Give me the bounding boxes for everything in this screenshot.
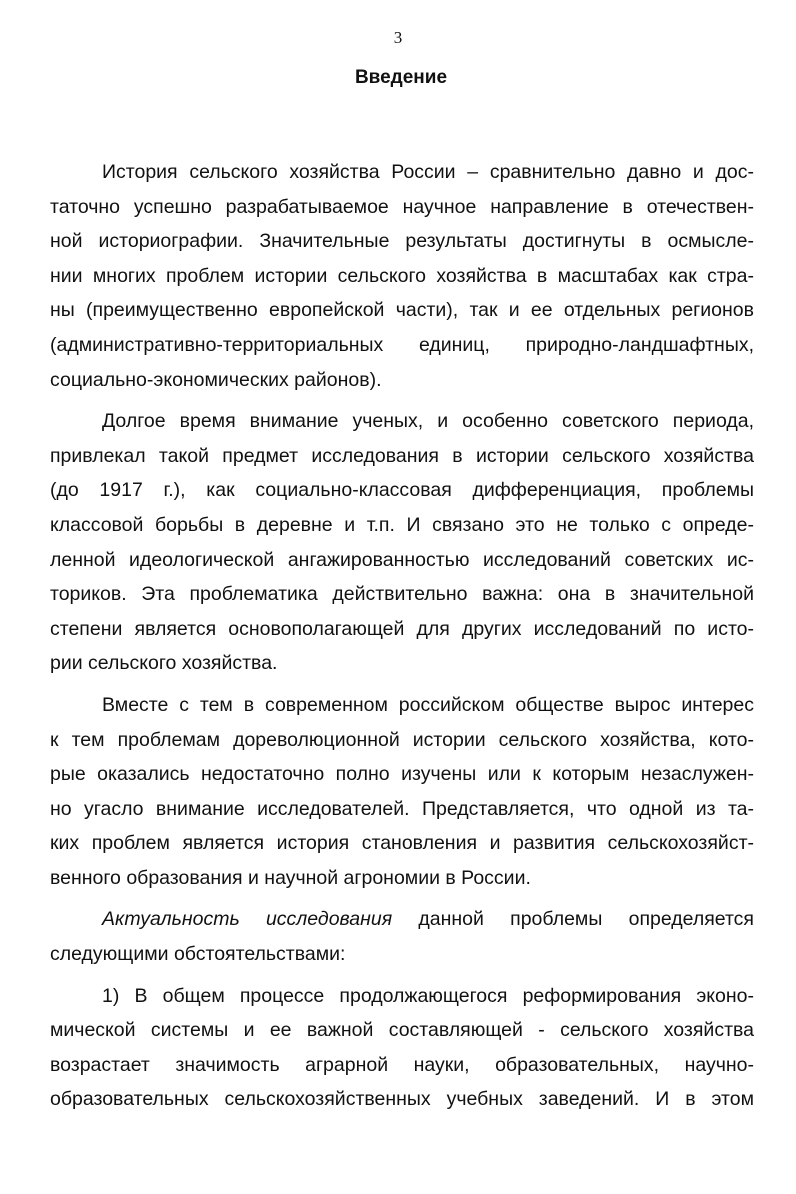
paragraph-4 bbox=[50, 902, 754, 971]
text-line: ной историографии. Значительные результаты достигнуты в осмысле- bbox=[50, 230, 754, 253]
italic-phrase: Актуальность исследования bbox=[102, 908, 393, 931]
text-line: классовой борьбы в деревне и т.п. И связано это не только с опреде- bbox=[50, 513, 754, 536]
paragraph-5 bbox=[50, 979, 754, 1117]
text-line bbox=[50, 902, 754, 937]
paragraph-1 bbox=[50, 155, 754, 397]
paragraph-2 bbox=[50, 404, 754, 681]
text-line: мической системы и ее важной составляющей - сельского хозяйства bbox=[50, 1019, 754, 1042]
text-line: образовательных сельскохозяйственных учебных заведений. И в этом bbox=[50, 1088, 754, 1111]
text-line: ны (преимущественно европейской части), так и ее отдельных регионов bbox=[50, 299, 754, 322]
text-line: социально-экономических районов). bbox=[50, 368, 382, 391]
text-line: Вместе с тем в современном российском обществе вырос интерес bbox=[102, 693, 754, 716]
section-title: Введение bbox=[354, 67, 448, 88]
text-line: нии многих проблем истории сельского хозяйства в масштабах как стра- bbox=[50, 264, 754, 287]
body-text bbox=[50, 155, 754, 1117]
paragraph-3 bbox=[50, 688, 754, 896]
text-line: к тем проблемам дореволюционной истории сельского хозяйства, кото- bbox=[50, 728, 754, 751]
text-line: венного образования и научной агрономии в России. bbox=[50, 866, 531, 889]
text-line: 1) В общем процессе продолжающегося реформирования эконо- bbox=[102, 984, 754, 1007]
text-line: следующими обстоятельствами: bbox=[50, 943, 346, 966]
text-line: ких проблем является история становления и развития сельскохозяйст- bbox=[50, 832, 754, 855]
text-line: степени является основополагающей для других исследований по исто- bbox=[50, 617, 754, 640]
text-line: Долгое время внимание ученых, и особенно советского периода, bbox=[102, 410, 754, 433]
text-line: История сельского хозяйства России – сравнительно давно и дос- bbox=[102, 161, 754, 183]
text-line: рии сельского хозяйства. bbox=[50, 652, 278, 675]
text-line: (до 1917 г.), как социально-классовая дифференциация, проблемы bbox=[50, 479, 754, 502]
text-line: возрастает значимость аграрной науки, образовательных, научно- bbox=[50, 1053, 754, 1076]
text-line: ленной идеологической ангажированностью исследований советских ис- bbox=[50, 548, 754, 571]
text-line: таточно успешно разрабатываемое научное направление в отечествен- bbox=[50, 195, 754, 218]
text-line: но угасло внимание исследователей. Представляется, что одной из та- bbox=[50, 797, 754, 820]
text-fragment: данной проблемы определяется bbox=[392, 908, 754, 931]
page-number: 3 bbox=[393, 28, 403, 47]
text-line: ториков. Эта проблематика действительно важна: она в значительной bbox=[50, 583, 754, 606]
text-line: (административно-территориальных единиц, природно-ландшафтных, bbox=[50, 333, 754, 356]
text-line: рые оказались недостаточно полно изучены или к которым незаслужен- bbox=[50, 763, 754, 786]
text-line: привлекал такой предмет исследования в истории сельского хозяйства bbox=[50, 444, 754, 467]
